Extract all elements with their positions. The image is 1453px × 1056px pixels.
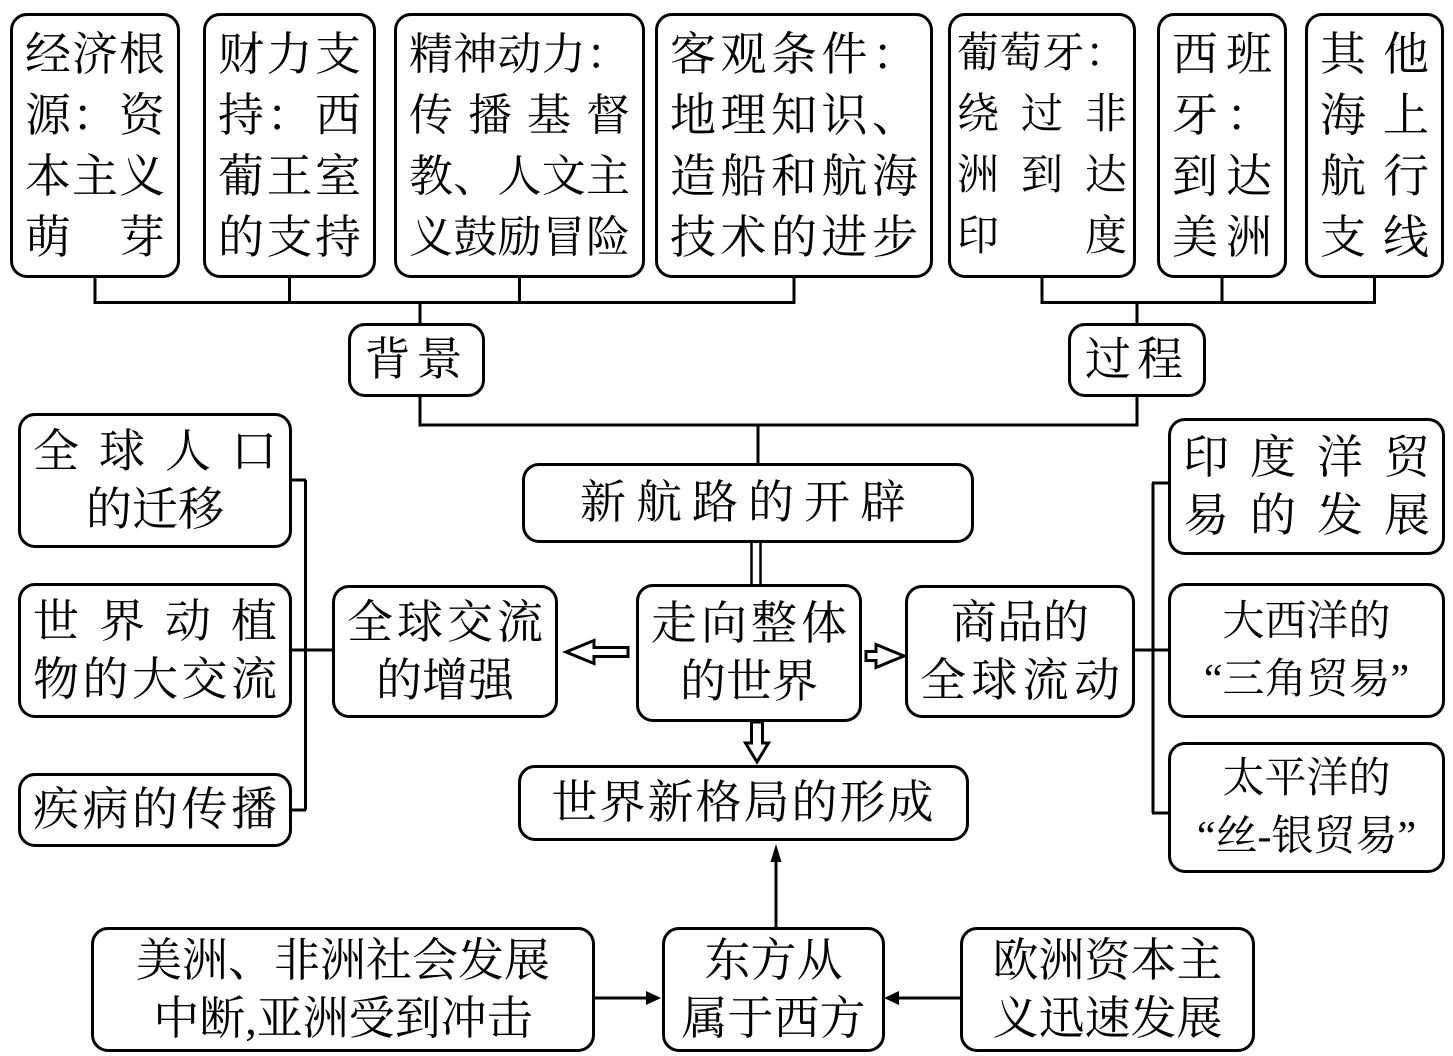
node-text-line: 其他	[1320, 28, 1429, 80]
node-america-africa-interrupted	[91, 927, 595, 1052]
node-text-line: 持：西	[218, 89, 361, 141]
node-new-sea-routes	[522, 463, 974, 543]
node-text-line: 属于西方	[681, 992, 866, 1044]
node-text-line: 技术的进步	[670, 211, 918, 263]
hollow-arrow-left	[566, 641, 628, 664]
node-text-line: 造船和航海	[670, 150, 918, 202]
node-text-line: 美洲	[1172, 211, 1272, 263]
connector-left-bracket	[291, 480, 332, 810]
node-indian-ocean-trade	[1168, 418, 1445, 555]
node-text-line: 过程	[1085, 334, 1189, 385]
node-text-line: 大西洋的	[1222, 598, 1391, 645]
hollow-arrow-down	[746, 722, 769, 762]
node-text-line: 客观条件：	[670, 28, 918, 80]
arrow-right-head	[646, 991, 661, 1005]
node-text-line: 源：资	[25, 89, 165, 141]
node-text-line: 财力支	[218, 28, 361, 80]
node-text-line: 欧洲资本主	[992, 934, 1223, 986]
node-process-label	[1068, 323, 1206, 397]
node-global-exchange	[332, 585, 558, 718]
node-text-line: 到达	[1172, 150, 1272, 202]
node-text-line: 美洲、非洲社会发展	[136, 934, 550, 986]
node-text-line: 教、人文主	[409, 151, 630, 201]
node-text-line: 世界动植	[33, 595, 277, 647]
node-text-line: 地理知识、	[670, 89, 918, 141]
node-text-line: 易的发展	[1183, 489, 1430, 541]
node-financial-support	[203, 13, 376, 278]
node-atlantic-triangle-trade	[1168, 583, 1445, 718]
connector-background-tree	[95, 276, 794, 323]
node-text-line: 西班	[1172, 28, 1272, 80]
node-text-line: 绕过非	[957, 91, 1127, 138]
node-text-line: 传播基督	[409, 90, 630, 140]
connector-right-bracket	[1135, 483, 1168, 813]
node-text-line: 精神动力：	[409, 29, 630, 79]
node-text-line: 牙：	[1172, 89, 1272, 141]
node-portugal-route	[948, 13, 1136, 278]
node-text-line: 义迅速发展	[992, 992, 1223, 1044]
node-text-line: 洲到达	[957, 152, 1127, 199]
node-commodity-flow	[905, 585, 1135, 718]
node-text-line: 义鼓励冒险	[409, 212, 630, 262]
node-text-line: 本主义	[25, 150, 165, 202]
node-text-line: 海上	[1320, 89, 1429, 141]
node-text-line: 全球人口	[33, 425, 277, 477]
node-new-world-order	[518, 765, 969, 841]
node-text-line: 太平洋的	[1222, 755, 1391, 802]
node-text-line: 印度洋贸	[1183, 431, 1430, 483]
node-text-line: 新航路的开辟	[580, 477, 916, 528]
node-text-line: 葡萄牙：	[957, 30, 1127, 77]
node-objective-conditions	[655, 13, 933, 278]
node-spiritual-motivation	[394, 13, 645, 278]
node-text-line: 航行	[1320, 150, 1429, 202]
node-disease-spread	[18, 773, 292, 847]
node-text-line: 全球流动	[920, 654, 1120, 706]
node-population-migration	[18, 413, 292, 548]
node-east-subordinate-west	[662, 927, 885, 1052]
node-text-line: 的世界	[680, 656, 818, 707]
node-text-line: “三角贸易”	[1203, 656, 1410, 703]
node-text-line: 物的大交流	[33, 653, 277, 705]
node-europe-capitalism	[960, 927, 1255, 1052]
connector-process-tree	[1042, 276, 1375, 323]
node-text-line: 中断,亚洲受到冲击	[153, 992, 533, 1044]
node-text-line: “丝-银贸易”	[1196, 813, 1417, 860]
node-text-line: 全球交流	[347, 596, 543, 648]
node-other-sea-routes	[1305, 13, 1444, 278]
node-text-line: 世界新格局的形成	[551, 777, 936, 828]
node-text-line: 的支持	[218, 211, 361, 263]
node-text-line: 经济根	[25, 28, 165, 80]
node-text-line: 商品的	[951, 596, 1089, 648]
node-text-line: 印度	[957, 213, 1127, 260]
node-text-line: 萌芽	[25, 211, 165, 263]
node-economic-root	[10, 13, 180, 278]
arrow-up-head	[771, 844, 782, 862]
node-text-line: 的迁移	[86, 483, 224, 535]
node-integrated-world	[636, 584, 862, 722]
node-flora-fauna-exchange	[18, 583, 292, 718]
node-pacific-silk-silver-trade	[1168, 742, 1445, 873]
node-text-line: 疾病的传播	[33, 784, 277, 835]
node-spain-route	[1157, 13, 1287, 278]
node-text-line: 背景	[364, 334, 469, 385]
connector-double-line	[752, 543, 761, 585]
node-text-line: 东方从	[704, 934, 843, 986]
node-text-line: 支线	[1320, 211, 1429, 263]
node-background-label	[348, 323, 485, 397]
node-text-line: 走向整体	[651, 598, 847, 649]
hollow-arrow-right	[866, 645, 904, 668]
node-text-line: 葡王室	[218, 150, 361, 202]
arrow-left-head	[884, 991, 899, 1005]
node-text-line: 的增强	[376, 654, 514, 706]
connector-center-junction	[420, 397, 1137, 464]
